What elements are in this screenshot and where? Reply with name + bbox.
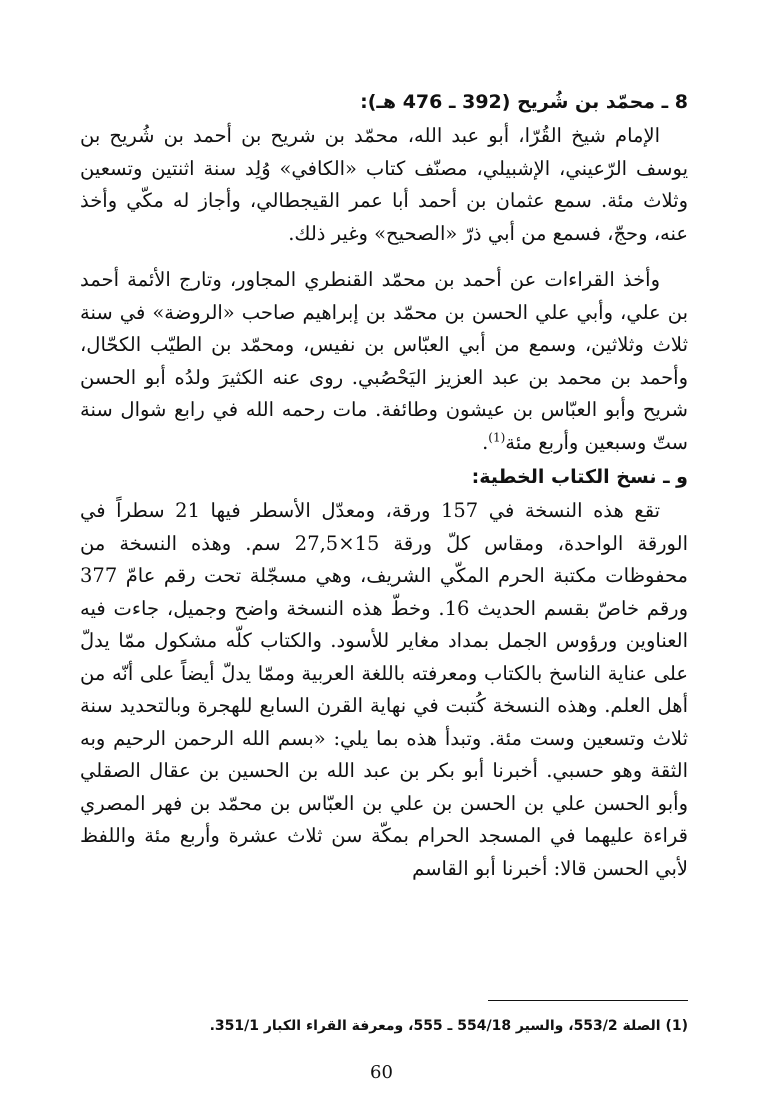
paragraph-gap (80, 250, 688, 264)
page-number: 60 (370, 1062, 393, 1083)
manuscripts-paragraph: تقع هذه النسخة في 157 ورقة، ومعدّل الأسطر فيها 21 سطراً في الورقة الواحدة، ومقاس كلّ ورقة 15×27,5 سم. وهذه النسخة من محفوظات مكتبة الحرم المكّي الشريف، وهي مسجّلة تحت رقم عامّ 377 ورقم خاصّ بقسم الحديث 16. وخطّ هذه النسخة واضح وجميل، جاءت فيه العناوين ورؤوس الجمل بمداد مغاير للأسود. والكتاب كلّه مشكول ممّا يدلّ على عناية الناسخ بالكتاب ومعرفته باللغة العربية وممّا يدلّ أيضاً على أنّه من أهل العلم. وهذه النسخة كُتبت في نهاية القرن السابع للهجرة وبالتحديد سنة ثلاث وتسعين وست مئة. وتبدأ هذه بما يلي: «بسم الله الرحمن الرحيم وبه الثقة وهو حسبي. أخبرنا أبو بكر بن عبد الله بن الحسين بن عقال الصقلي وأبو الحسن علي بن الحسن بن علي بن العبّاس بن محمّد بن فهر المصري قراءة عليهما في المسجد الحرام بمكّة سن ثلاث عشرة وأربع مئة واللفظ لأبي الحسن قالا: أخبرنا أبو القاسم (80, 499, 689, 880)
footnote: (1) الصلة 553/2، والسير 554/18 ـ 555، ومعرفة القراء الكبار 351/1. (209, 1018, 688, 1034)
page-body (80, 84, 688, 885)
biography-heading: 8 ـ محمّد بن شُريح (392 ـ 476 هـ): (360, 91, 688, 113)
footnote-reference[interactable]: (1) (488, 430, 506, 444)
biography-paragraph-1: الإمام شيخ القُرّا، أبو عبد الله، محمّد بن شريح بن أحمد بن شُريح بن يوسف الرّعيني، الإشبيلي، مصنّف كتاب «الكافي» وُلِد سنة اثنتين وتسعين وثلاث مئة. سمع عثمان بن أحمد أبا عمر القيجطالي، وأجاز له مكّي وأخذ عنه، وحجّ، فسمع من أبي ذرّ «الصحيح» وغير ذلك. (80, 124, 688, 245)
biography-paragraph-2-text: وأخذ القراءات عن أحمد بن محمّد القنطري المجاور، وتارج الأئمة أحمد بن علي، وأبي علي الحسن بن محمّد بن إبراهيم صاحب «الروضة» في سنة ثلاث وثلاثين، وسمع من أبي العبّاس بن نفيس، ومحمّد بن الطيّب الكحّال، وأحمد بن محمد بن عبد العزيز اليَحْصُبي. روى عنه الكثيرَ ولدُه أبو الحسن شريح وأبو العبّاس بن عيشون وطائفة. مات رحمه الله في رابع شوال سنة ستّ وسبعين وأربع مئة (80, 268, 688, 454)
biography-paragraph-2-end: . (482, 430, 489, 454)
biography-paragraph-2 (80, 264, 688, 459)
footnote-divider (488, 1000, 688, 1001)
manuscripts-heading: و ـ نسخ الكتاب الخطية: (471, 466, 688, 488)
